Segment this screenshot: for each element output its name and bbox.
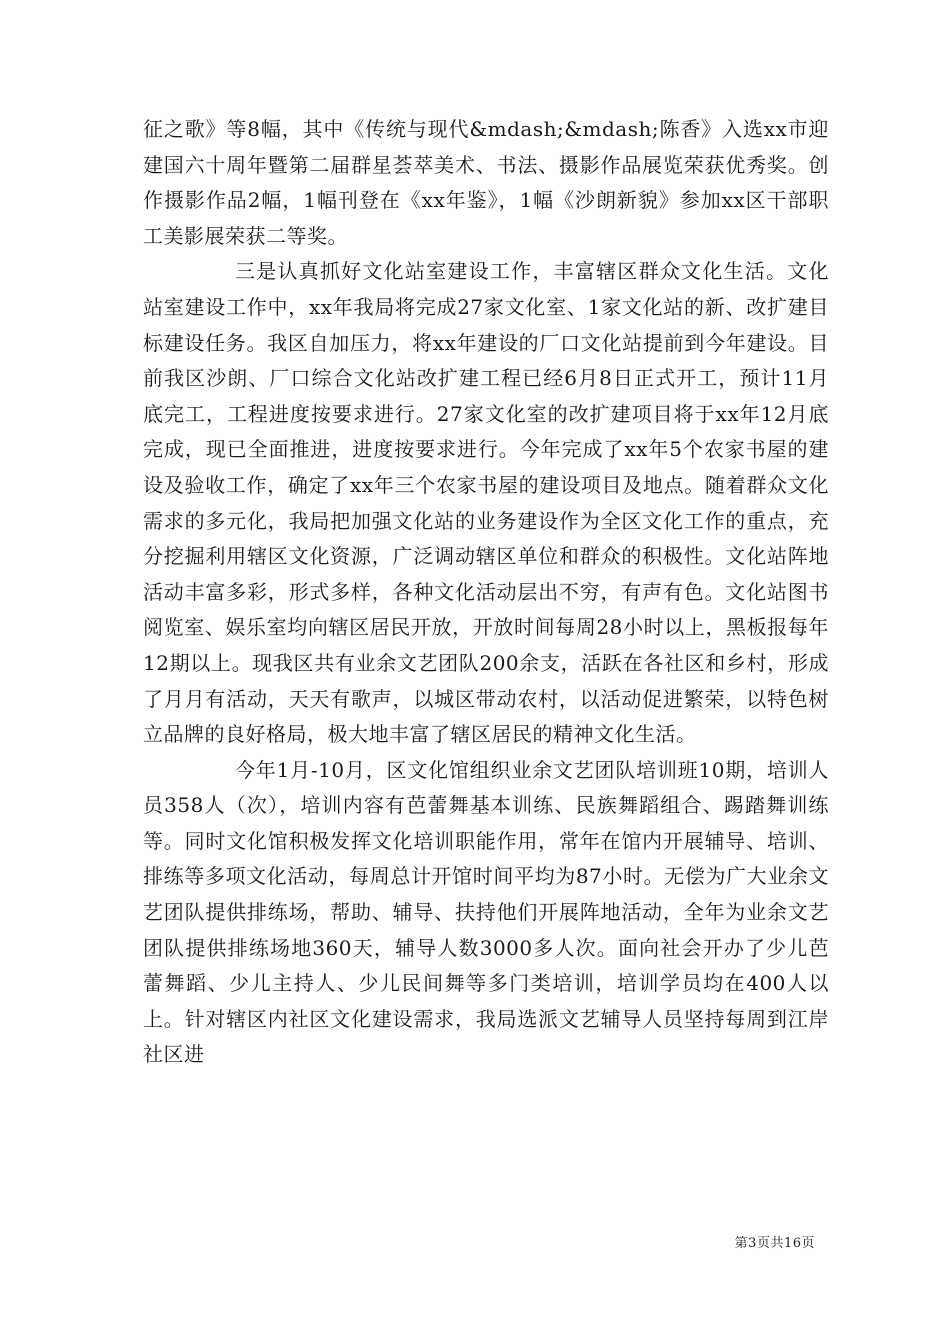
paragraph-continuation: 征之歌》等8幅，其中《传统与现代&mdash;&mdash;陈香》入选xx市迎建国六十周年暨第二届群星荟萃美术、书法、摄影作品展览荣获优秀奖。创作摄影作品2幅，1幅刊登在《xx年鉴》，1幅《沙朗新貌》参加xx区干部职工美影展荣获二等奖。 bbox=[143, 117, 829, 248]
paragraph-culture-stations: 三是认真抓好文化站室建设工作，丰富辖区群众文化生活。文化站室建设工作中，xx年我局将完成27家文化室、1家文化站的新、改扩建目标建设任务。我区自加压力，将xx年建设的厂口文化站提前到今年建设。目前我区沙朗、厂口综合文化站改扩建工程已经6月8日正式开工，预计11月底完工，工程进度按要求进行。27家文化室的改扩建项目将于xx年12月底完成，现已全面推进，进度按要求进行。今年完成了xx年5个农家书屋的建设及验收工作，确定了xx年三个农家书屋的建设项目及地点。随着群众文化需求的多元化，我局把加强文化站的业务建设作为全区文化工作的重点，充分挖掘利用辖区文化资源，广泛调动辖区单位和群众的积极性。文化站阵地活动丰富多彩，形式多样，各种文化活动层出不穷，有声有色。文化站图书阅览室、娱乐室均向辖区居民开放，开放时间每周28小时以上，黑板报每年12期以上。现我区共有业余文艺团队200余支，活跃在各社区和乡村，形成了月月有活动，天天有歌声，以城区带动农村，以活动促进繁荣，以特色树立品牌的良好格局，极大地丰富了辖区居民的精神文化生活。 bbox=[143, 259, 829, 747]
document-body bbox=[143, 112, 829, 1073]
paragraph-training: 今年1月-10月，区文化馆组织业余文艺团队培训班10期，培训人员358人（次），培训内容有芭蕾舞基本训练、民族舞蹈组合、踢踏舞训练等。同时文化馆积极发挥文化培训职能作用，常年在馆内开展辅导、培训、排练等多项文化活动，每周总计开馆时间平均为87小时。无偿为广大业余文艺团队提供排练场，帮助、辅导、扶持他们开展阵地活动，全年为业余文艺团队提供排练场地360天，辅导人数3000多人次。面向社会开办了少儿芭蕾舞蹈、少儿主持人、少儿民间舞等多门类培训，培训学员均在400人以上。针对辖区内社区文化建设需求，我局选派文艺辅导人员坚持每周到江岸社区进 bbox=[143, 757, 829, 1067]
page-number: 第3页共16页 bbox=[734, 1236, 815, 1251]
